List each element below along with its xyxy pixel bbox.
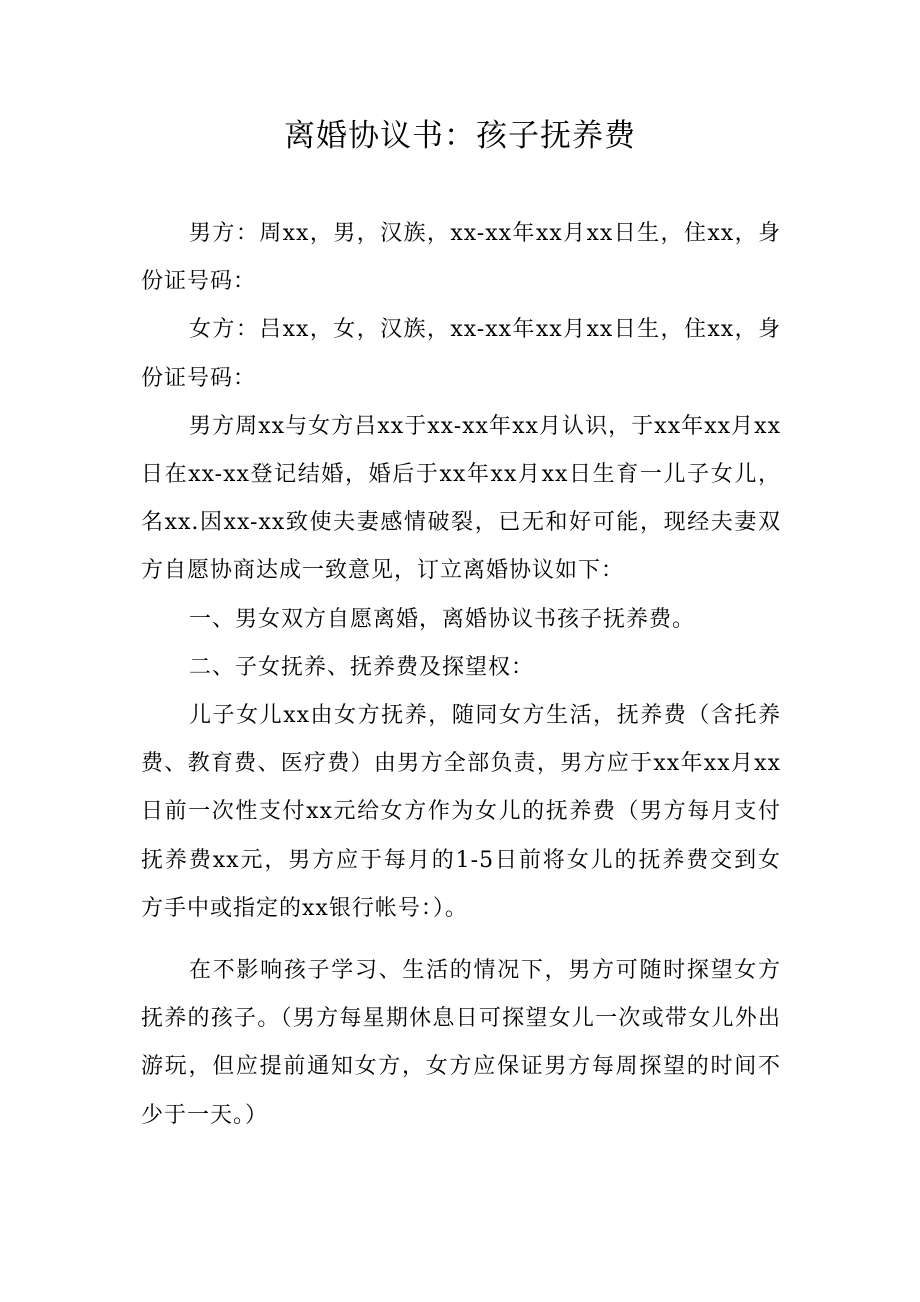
paragraph-spacer	[141, 933, 781, 947]
paragraph-background: 男方周xx与女方吕xx于xx-xx年xx月认识，于xx年xx月xx日在xx-xx登记结婚，婚后于xx年xx月xx日生育一儿子女儿，名xx.因xx-xx致使夫妻感情破裂，已无和好可能，现经夫妻双方自愿协商达成一致意见，订立离婚协议如下：	[141, 413, 781, 584]
paragraph-husband-info: 男方：周xx，男，汉族，xx-xx年xx月xx日生，住xx，身份证号码：	[141, 221, 781, 295]
document-body	[141, 210, 781, 1140]
paragraph-visitation: 在不影响孩子学习、生活的情况下，男方可随时探望女方抚养的孩子。（男方每星期休息日可探望女儿一次或带女儿外出游玩，但应提前通知女方，女方应保证男方每周探望的时间不少于一天。）	[141, 958, 781, 1128]
paragraph-clause-two: 二、子女抚养、抚养费及探望权：	[189, 654, 535, 680]
paragraph-child-support: 儿子女儿xx由女方抚养，随同女方生活，抚养费（含托养费、教育费、医疗费）由男方全部负责，男方应于xx年xx月xx日前一次性支付xx元给女方作为女儿的抚养费（男方每月支付抚养费xx元，男方应于每月的1-5日前将女儿的抚养费交到女方手中或指定的xx银行帐号：）。	[141, 703, 781, 921]
paragraph-clause-one: 一、男女双方自愿离婚，离婚协议书孩子抚养费。	[189, 606, 696, 632]
document-title: 离婚协议书：孩子抚养费	[284, 118, 636, 154]
paragraph-wife-info: 女方：吕xx，女，汉族，xx-xx年xx月xx日生，住xx，身份证号码：	[141, 317, 781, 391]
